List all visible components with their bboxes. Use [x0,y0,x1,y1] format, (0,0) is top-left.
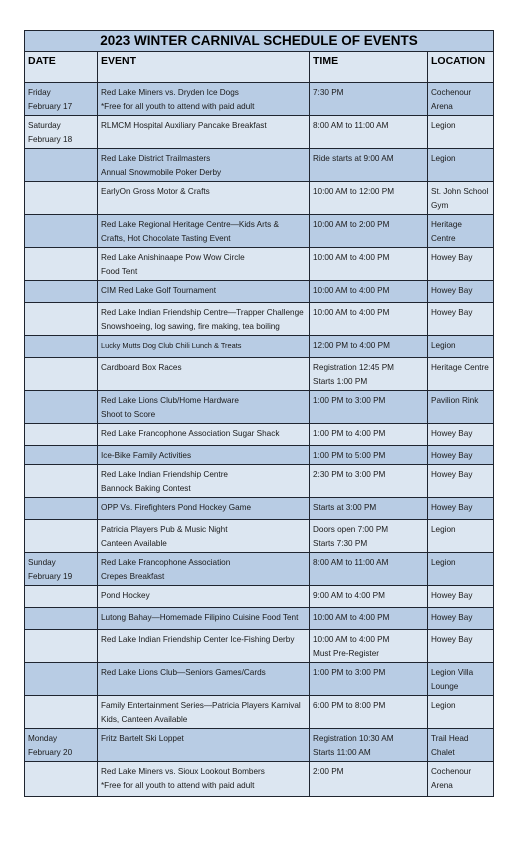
table-row [25,729,493,762]
row-event: Red Lake Francophone Association Crepes Breakfast [98,553,310,585]
row-time: 1:00 PM to 5:00 PM [310,446,428,464]
row-time: Registration 10:30 AM Starts 11:00 AM [310,729,428,761]
header-date: DATE [25,52,98,82]
row-date [25,630,98,662]
row-date [25,762,98,796]
table-row [25,149,493,182]
table-row [25,520,493,553]
row-event: Red Lake Anishinaape Pow Wow Circle Food Tent [98,248,310,280]
row-event: Red Lake Lions Club—Seniors Games/Cards [98,663,310,695]
row-date [25,182,98,214]
table-row [25,281,493,303]
row-time: 1:00 PM to 4:00 PM [310,424,428,445]
header-time: TIME [310,52,428,82]
table-row [25,446,493,465]
row-time: Ride starts at 9:00 AM [310,149,428,181]
row-date [25,358,98,390]
table-row [25,498,493,520]
schedule-table [24,30,494,797]
row-location: Howey Bay [431,591,473,600]
row-time: 9:00 AM to 4:00 PM [310,586,428,607]
header-location: LOCATION [431,55,486,67]
table-row [25,762,493,796]
row-event: EarlyOn Gross Motor & Crafts [98,182,310,214]
row-time: 2:00 PM [310,762,428,796]
row-location: Legion Villa Lounge [431,668,474,691]
row-time: 8:00 AM to 11:00 AM [310,116,428,148]
row-time: 2:30 PM to 3:00 PM [310,465,428,497]
table-row [25,663,493,696]
row-date [25,424,98,445]
row-event: Red Lake Regional Heritage Centre—Kids Arts & Crafts, Hot Chocolate Tasting Event [98,215,310,247]
row-location: Howey Bay [431,253,473,262]
row-location: Howey Bay [431,503,473,512]
row-location: Howey Bay [431,470,473,479]
row-event: Red Lake Miners vs. Sioux Lookout Bombers *Free for all youth to attend with paid adult [98,762,310,796]
row-event: Red Lake Indian Friendship Center Ice-Fishing Derby [98,630,310,662]
row-date [25,586,98,607]
row-location: Heritage Centre [431,220,462,243]
row-event: Lucky Mutts Dog Club Chili Lunch & Treats [98,336,310,357]
table-row [25,465,493,498]
row-location: Trail Head Chalet [431,734,469,757]
row-time: 1:00 PM to 3:00 PM [310,663,428,695]
row-location: Howey Bay [431,286,473,295]
row-time: Registration 12:45 PM Starts 1:00 PM [310,358,428,390]
row-event: Patricia Players Pub & Music Night Canteen Available [98,520,310,552]
row-location: Cochenour Arena [431,767,472,790]
row-date: Sunday February 19 [25,553,98,585]
row-location: St. John School Gym [431,187,489,210]
table-row [25,391,493,424]
table-row [25,696,493,729]
row-location: Legion [431,525,456,534]
row-time: 10:00 AM to 4:00 PM [310,303,428,335]
table-row [25,358,493,391]
row-location: Cochenour Arena [431,88,472,111]
row-time: 10:00 AM to 2:00 PM [310,215,428,247]
row-time: Starts at 3:00 PM [310,498,428,519]
table-row [25,424,493,446]
row-date [25,391,98,423]
table-row [25,608,493,630]
row-location: Howey Bay [431,635,473,644]
row-location: Legion [431,701,456,710]
row-time: 10:00 AM to 4:00 PM [310,608,428,629]
row-event: Red Lake Miners vs. Dryden Ice Dogs *Free for all youth to attend with paid adult [98,83,310,115]
table-row [25,303,493,336]
row-time: 1:00 PM to 3:00 PM [310,391,428,423]
row-date [25,696,98,728]
table-row [25,248,493,281]
row-location: Howey Bay [431,613,473,622]
row-time: Doors open 7:00 PM Starts 7:30 PM [310,520,428,552]
row-time: 10:00 AM to 4:00 PM [310,248,428,280]
table-row [25,630,493,663]
row-event: Red Lake Indian Friendship Centre Bannock Baking Contest [98,465,310,497]
row-event: Cardboard Box Races [98,358,310,390]
row-event: OPP Vs. Firefighters Pond Hockey Game [98,498,310,519]
table-body [25,83,493,796]
row-date [25,465,98,497]
row-date [25,281,98,302]
row-event: Ice-Bike Family Activities [98,446,310,464]
row-time: 6:00 PM to 8:00 PM [310,696,428,728]
row-date [25,248,98,280]
row-location: Legion [431,121,456,130]
row-location: Howey Bay [431,451,473,460]
row-event: Fritz Bartelt Ski Loppet [98,729,310,761]
row-time: 10:00 AM to 4:00 PM [310,281,428,302]
row-date [25,215,98,247]
row-event: Family Entertainment Series—Patricia Players Karnival Kids, Canteen Available [98,696,310,728]
row-event: Red Lake Lions Club/Home Hardware Shoot to Score [98,391,310,423]
row-time: 12:00 PM to 4:00 PM [310,336,428,357]
row-location: Legion [431,341,456,350]
row-location: Pavilion Rink [431,396,479,405]
row-date [25,498,98,519]
row-time: 8:00 AM to 11:00 AM [310,553,428,585]
table-row [25,336,493,358]
header-event: EVENT [98,52,310,82]
table-header [25,52,493,83]
row-time: 7:30 PM [310,83,428,115]
row-event: Red Lake Francophone Association Sugar Shack [98,424,310,445]
row-event: Red Lake Indian Friendship Centre—Trapper Challenge Snowshoeing, log sawing, fire making, tea boiling [98,303,310,335]
row-date: Saturday February 18 [25,116,98,148]
row-time: 10:00 AM to 12:00 PM [310,182,428,214]
table-row [25,215,493,248]
row-location: Howey Bay [431,308,473,317]
row-date: Monday February 20 [25,729,98,761]
page-title: 2023 WINTER CARNIVAL SCHEDULE OF EVENTS [25,31,493,52]
row-location: Howey Bay [431,429,473,438]
row-date [25,336,98,357]
row-time: 10:00 AM to 4:00 PM Must Pre-Register [310,630,428,662]
table-row [25,116,493,149]
table-row [25,83,493,116]
row-event: Pond Hockey [98,586,310,607]
row-event: RLMCM Hospital Auxiliary Pancake Breakfast [98,116,310,148]
table-row [25,586,493,608]
row-location: Legion [431,154,456,163]
row-date: Friday February 17 [25,83,98,115]
row-date [25,303,98,335]
row-event: Lutong Bahay—Homemade Filipino Cuisine Food Tent [98,608,310,629]
row-event: Red Lake District Trailmasters Annual Snowmobile Poker Derby [98,149,310,181]
row-date [25,520,98,552]
row-date [25,663,98,695]
row-location: Heritage Centre [431,363,489,372]
row-date [25,608,98,629]
row-event: CIM Red Lake Golf Tournament [98,281,310,302]
row-date [25,149,98,181]
row-date [25,446,98,464]
table-row [25,553,493,586]
table-row [25,182,493,215]
row-location: Legion [431,558,456,567]
